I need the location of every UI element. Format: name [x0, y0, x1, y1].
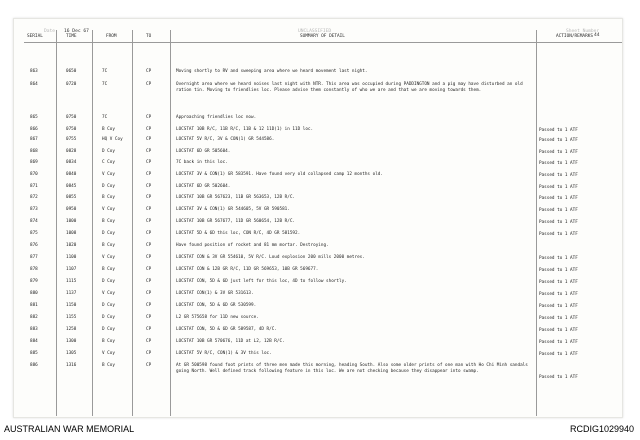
summary-cell: LOCSTAT CON & 3V GR 554610, 5V R/C. Loud explosion 200 mills 2000 metres. — [176, 255, 365, 260]
serial-cell: 886 — [30, 363, 38, 368]
summary-cell: Overnight area where we heard noises last night with NTR. This area was occupied during PADDINGTON and a pig may have disturbed an old ration tin. Moving to friendlies loc. Please advise them constantly of who we are and that we are moving towards them. — [176, 82, 523, 94]
table-row — [0, 291, 640, 303]
to-cell: CP — [146, 207, 152, 212]
time-cell: 0720 — [66, 82, 77, 87]
summary-cell: LOCSTAT 10B GR 567623, 11B GR 563653, 12B R/C. — [176, 195, 295, 200]
table-row — [0, 82, 640, 94]
action-cell: Passed to 1 ATF — [539, 292, 578, 297]
serial-cell: 880 — [30, 291, 38, 296]
time-cell: 1100 — [66, 255, 77, 260]
col-summary-header: SUMMARY OF DETAIL — [300, 34, 345, 39]
from-cell: B Coy — [102, 195, 115, 200]
to-cell: CP — [146, 127, 152, 132]
to-cell: CP — [146, 303, 152, 308]
table-row — [0, 279, 640, 291]
summary-cell: LOCSTAT CON, 5D & 6D GR 589587, 4D R/C. — [176, 327, 277, 332]
action-cell: Passed to 1 ATF — [539, 280, 578, 285]
table-row — [0, 339, 640, 351]
summary-cell: LOCSTAT CON(1) & 3V GR 531613. — [176, 291, 254, 296]
to-cell: CP — [146, 279, 152, 284]
from-cell: C Coy — [102, 160, 115, 165]
table-row — [0, 315, 640, 327]
summary-cell: LOCSTAT 3V & CON(1) GR 583591. Have found very old collapsed camp 12 months old. — [176, 172, 383, 177]
classification-stamp: UNCLASSIFIED — [298, 29, 332, 34]
time-cell: 1150 — [66, 303, 77, 308]
col-serial-header: SERIAL — [27, 34, 43, 39]
from-cell: B Coy — [102, 243, 115, 248]
from-cell: V Coy — [102, 291, 115, 296]
from-cell: D Coy — [102, 315, 115, 320]
action-cell: Passed to 1 ATF — [539, 150, 578, 155]
action-cell: Passed to 1 ATF — [539, 328, 578, 333]
from-cell: D Coy — [102, 231, 115, 236]
serial-cell: 868 — [30, 149, 38, 154]
time-cell: 0840 — [66, 172, 77, 177]
summary-cell: 7C back in this loc. — [176, 160, 228, 165]
from-cell: 7C — [102, 115, 108, 120]
to-cell: CP — [146, 149, 152, 154]
serial-cell: 864 — [30, 82, 38, 87]
footer-reference: RCDIG1029940 — [569, 424, 634, 434]
from-cell: D Coy — [102, 327, 115, 332]
table-row — [0, 219, 640, 231]
time-cell: 1137 — [66, 291, 77, 296]
date-label: Date — [44, 29, 56, 34]
from-cell: B Coy — [102, 127, 115, 132]
serial-cell: 869 — [30, 160, 38, 165]
col-action-header: ACTION/REMARKS — [556, 34, 594, 39]
col-time-header: TIME — [66, 34, 77, 39]
from-cell: 7C — [102, 69, 108, 74]
action-cell: Passed to 1 ATF — [539, 161, 578, 166]
table-row — [0, 172, 640, 184]
serial-cell: 877 — [30, 255, 38, 260]
table-row — [0, 267, 640, 279]
to-cell: CP — [146, 243, 152, 248]
to-cell: CP — [146, 172, 152, 177]
serial-cell: 874 — [30, 219, 38, 224]
serial-cell: 875 — [30, 231, 38, 236]
time-cell: 1316 — [66, 363, 77, 368]
from-cell: D Coy — [102, 303, 115, 308]
summary-cell: LOCSTAT 3V & CON(1) GR 544605, 5V GR 590581. — [176, 207, 290, 212]
from-cell: D Coy — [102, 279, 115, 284]
serial-cell: 881 — [30, 303, 38, 308]
from-cell: B Coy — [102, 219, 115, 224]
to-cell: CP — [146, 315, 152, 320]
serial-cell: 885 — [30, 351, 38, 356]
action-cell: Passed to 1 ATF — [539, 316, 578, 321]
to-cell: CP — [146, 184, 152, 189]
summary-cell: LOCSTAT 5D & 6D this loc, CON R/C, 4D GR 581592. — [176, 231, 301, 236]
serial-cell: 872 — [30, 195, 38, 200]
from-cell: B Coy — [102, 267, 115, 272]
to-cell: CP — [146, 255, 152, 260]
time-cell: 1008 — [66, 231, 77, 236]
to-cell: CP — [146, 327, 152, 332]
from-cell: V Coy — [102, 255, 115, 260]
footer-source: AUSTRALIAN WAR MEMORIAL — [4, 424, 135, 434]
time-cell: 1258 — [66, 327, 77, 332]
summary-cell: Moving shortly to RV and sweeping area where we heard movement last night. — [176, 69, 368, 74]
from-cell: V Coy — [102, 351, 115, 356]
serial-cell: 873 — [30, 207, 38, 212]
page-label: Sheet Number — [566, 29, 600, 34]
time-cell: 0828 — [66, 149, 77, 154]
table-row — [0, 160, 640, 172]
to-cell: CP — [146, 160, 152, 165]
header-rule — [24, 42, 622, 43]
action-cell: Passed to 1 ATF — [539, 256, 578, 261]
to-cell: CP — [146, 339, 152, 344]
from-cell: B Coy — [102, 339, 115, 344]
time-cell: 1000 — [66, 219, 77, 224]
serial-cell: 870 — [30, 172, 38, 177]
serial-cell: 879 — [30, 279, 38, 284]
from-cell: V Coy — [102, 172, 115, 177]
serial-cell: 876 — [30, 243, 38, 248]
action-cell: Passed to 1 ATF — [539, 340, 578, 345]
date-value: 16 Dec 67 — [64, 29, 89, 34]
summary-cell: At GR 500598 found foot prints of three men made this morning, heading South. Also some older prints of one man with Ho Chi Minh sandals going North. Well defined track following feature in this loc. We are not checking because they disappear into swamp. — [176, 363, 528, 375]
summary-cell: LOCSTAT 10B GR 567677, 11D GR 560654, 12B R/C. — [176, 219, 295, 224]
action-cell: Passed to 1 ATF — [539, 268, 578, 273]
table-row — [0, 327, 640, 339]
time-cell: 1155 — [66, 315, 77, 320]
summary-cell: LOCSTAT CON & 12B GR R/C, 11D GR 569653, 10B GR 569677. — [176, 267, 319, 272]
serial-cell: 884 — [30, 339, 38, 344]
table-row — [0, 255, 640, 267]
time-cell: 0845 — [66, 184, 77, 189]
from-cell: 7C — [102, 82, 108, 87]
time-cell: 0750 — [66, 127, 77, 132]
summary-cell: LOCSTAT 6D GR 502604. — [176, 184, 231, 189]
time-cell: 0834 — [66, 160, 77, 165]
to-cell: CP — [146, 82, 152, 87]
serial-cell: 867 — [30, 137, 38, 142]
action-cell: Passed to 1 ATF — [539, 375, 578, 380]
to-cell: CP — [146, 69, 152, 74]
col-to-header: TO — [146, 34, 152, 39]
time-cell: 0950 — [66, 207, 77, 212]
page-number: 44 — [594, 33, 600, 38]
summary-cell: LOCSTAT 5V R/C, 3V & CON(1) GR 544586. — [176, 137, 275, 142]
time-cell: 0855 — [66, 195, 77, 200]
action-cell: Passed to 1 ATF — [539, 304, 578, 309]
action-cell: Passed to 1 ATF — [539, 185, 578, 190]
summary-cell: LOCSTAT 6D GR 505604. — [176, 149, 231, 154]
summary-cell: LOCSTAT CON, 5D & 6D GR 530599. — [176, 303, 257, 308]
serial-cell: 878 — [30, 267, 38, 272]
from-cell: B Coy — [102, 363, 115, 368]
serial-cell: 866 — [30, 127, 38, 132]
action-cell: Passed to 1 ATF — [539, 352, 578, 357]
table-row — [0, 69, 640, 81]
to-cell: CP — [146, 363, 152, 368]
summary-cell: LOCSTAT 10B R/C, 11B R/C, 11B & 12 11D(1) in 11D loc. — [176, 127, 314, 132]
action-cell: Passed to 1 ATF — [539, 138, 578, 143]
action-cell: Passed to 1 ATF — [539, 128, 578, 133]
time-cell: 1020 — [66, 243, 77, 248]
serial-cell: 883 — [30, 327, 38, 332]
summary-cell: L2 GR 575658 for 11D new source. — [176, 315, 259, 320]
time-cell: 1107 — [66, 267, 77, 272]
table-row — [0, 115, 640, 127]
time-cell: 0755 — [66, 137, 77, 142]
table-row — [0, 137, 640, 149]
to-cell: CP — [146, 291, 152, 296]
table-row — [0, 231, 640, 243]
serial-cell: 882 — [30, 315, 38, 320]
action-cell: Passed to 1 ATF — [539, 196, 578, 201]
from-cell: D Coy — [102, 149, 115, 154]
to-cell: CP — [146, 137, 152, 142]
time-cell: 1115 — [66, 279, 77, 284]
to-cell: CP — [146, 219, 152, 224]
table-row — [0, 207, 640, 219]
col-from-header: FROM — [106, 34, 117, 39]
table-row — [0, 303, 640, 315]
from-cell: V Coy — [102, 207, 115, 212]
time-cell: 0750 — [66, 115, 77, 120]
table-row — [0, 195, 640, 207]
action-cell: Passed to 1 ATF — [539, 173, 578, 178]
from-cell: HQ V Coy — [102, 137, 123, 142]
time-cell: 1305 — [66, 351, 77, 356]
to-cell: CP — [146, 351, 152, 356]
time-cell: 0650 — [66, 69, 77, 74]
to-cell: CP — [146, 115, 152, 120]
table-row — [0, 351, 640, 363]
action-cell: Passed to 1 ATF — [539, 220, 578, 225]
action-cell: Passed to 1 ATF — [539, 208, 578, 213]
summary-cell: Approaching friendlies loc now. — [176, 115, 257, 120]
time-cell: 1300 — [66, 339, 77, 344]
table-row — [0, 363, 640, 380]
table-row — [0, 243, 640, 255]
summary-cell: LOCSTAT 5V R/C, CON(1) & 3V this loc. — [176, 351, 272, 356]
to-cell: CP — [146, 267, 152, 272]
from-cell: D Coy — [102, 184, 115, 189]
to-cell: CP — [146, 195, 152, 200]
to-cell: CP — [146, 231, 152, 236]
action-cell: Passed to 1 ATF — [539, 232, 578, 237]
serial-cell: 865 — [30, 115, 38, 120]
serial-cell: 871 — [30, 184, 38, 189]
serial-cell: 863 — [30, 69, 38, 74]
summary-cell: LOCSTAT CON, 5D & 6D just left for this loc, 4D to follow shortly. — [176, 279, 347, 284]
summary-cell: LOCSTAT 10B GR 570676, 11D at L2, 12B R/C. — [176, 339, 285, 344]
summary-cell: Have found position of rocket and 81 mm mortar. Destroying. — [176, 243, 329, 248]
